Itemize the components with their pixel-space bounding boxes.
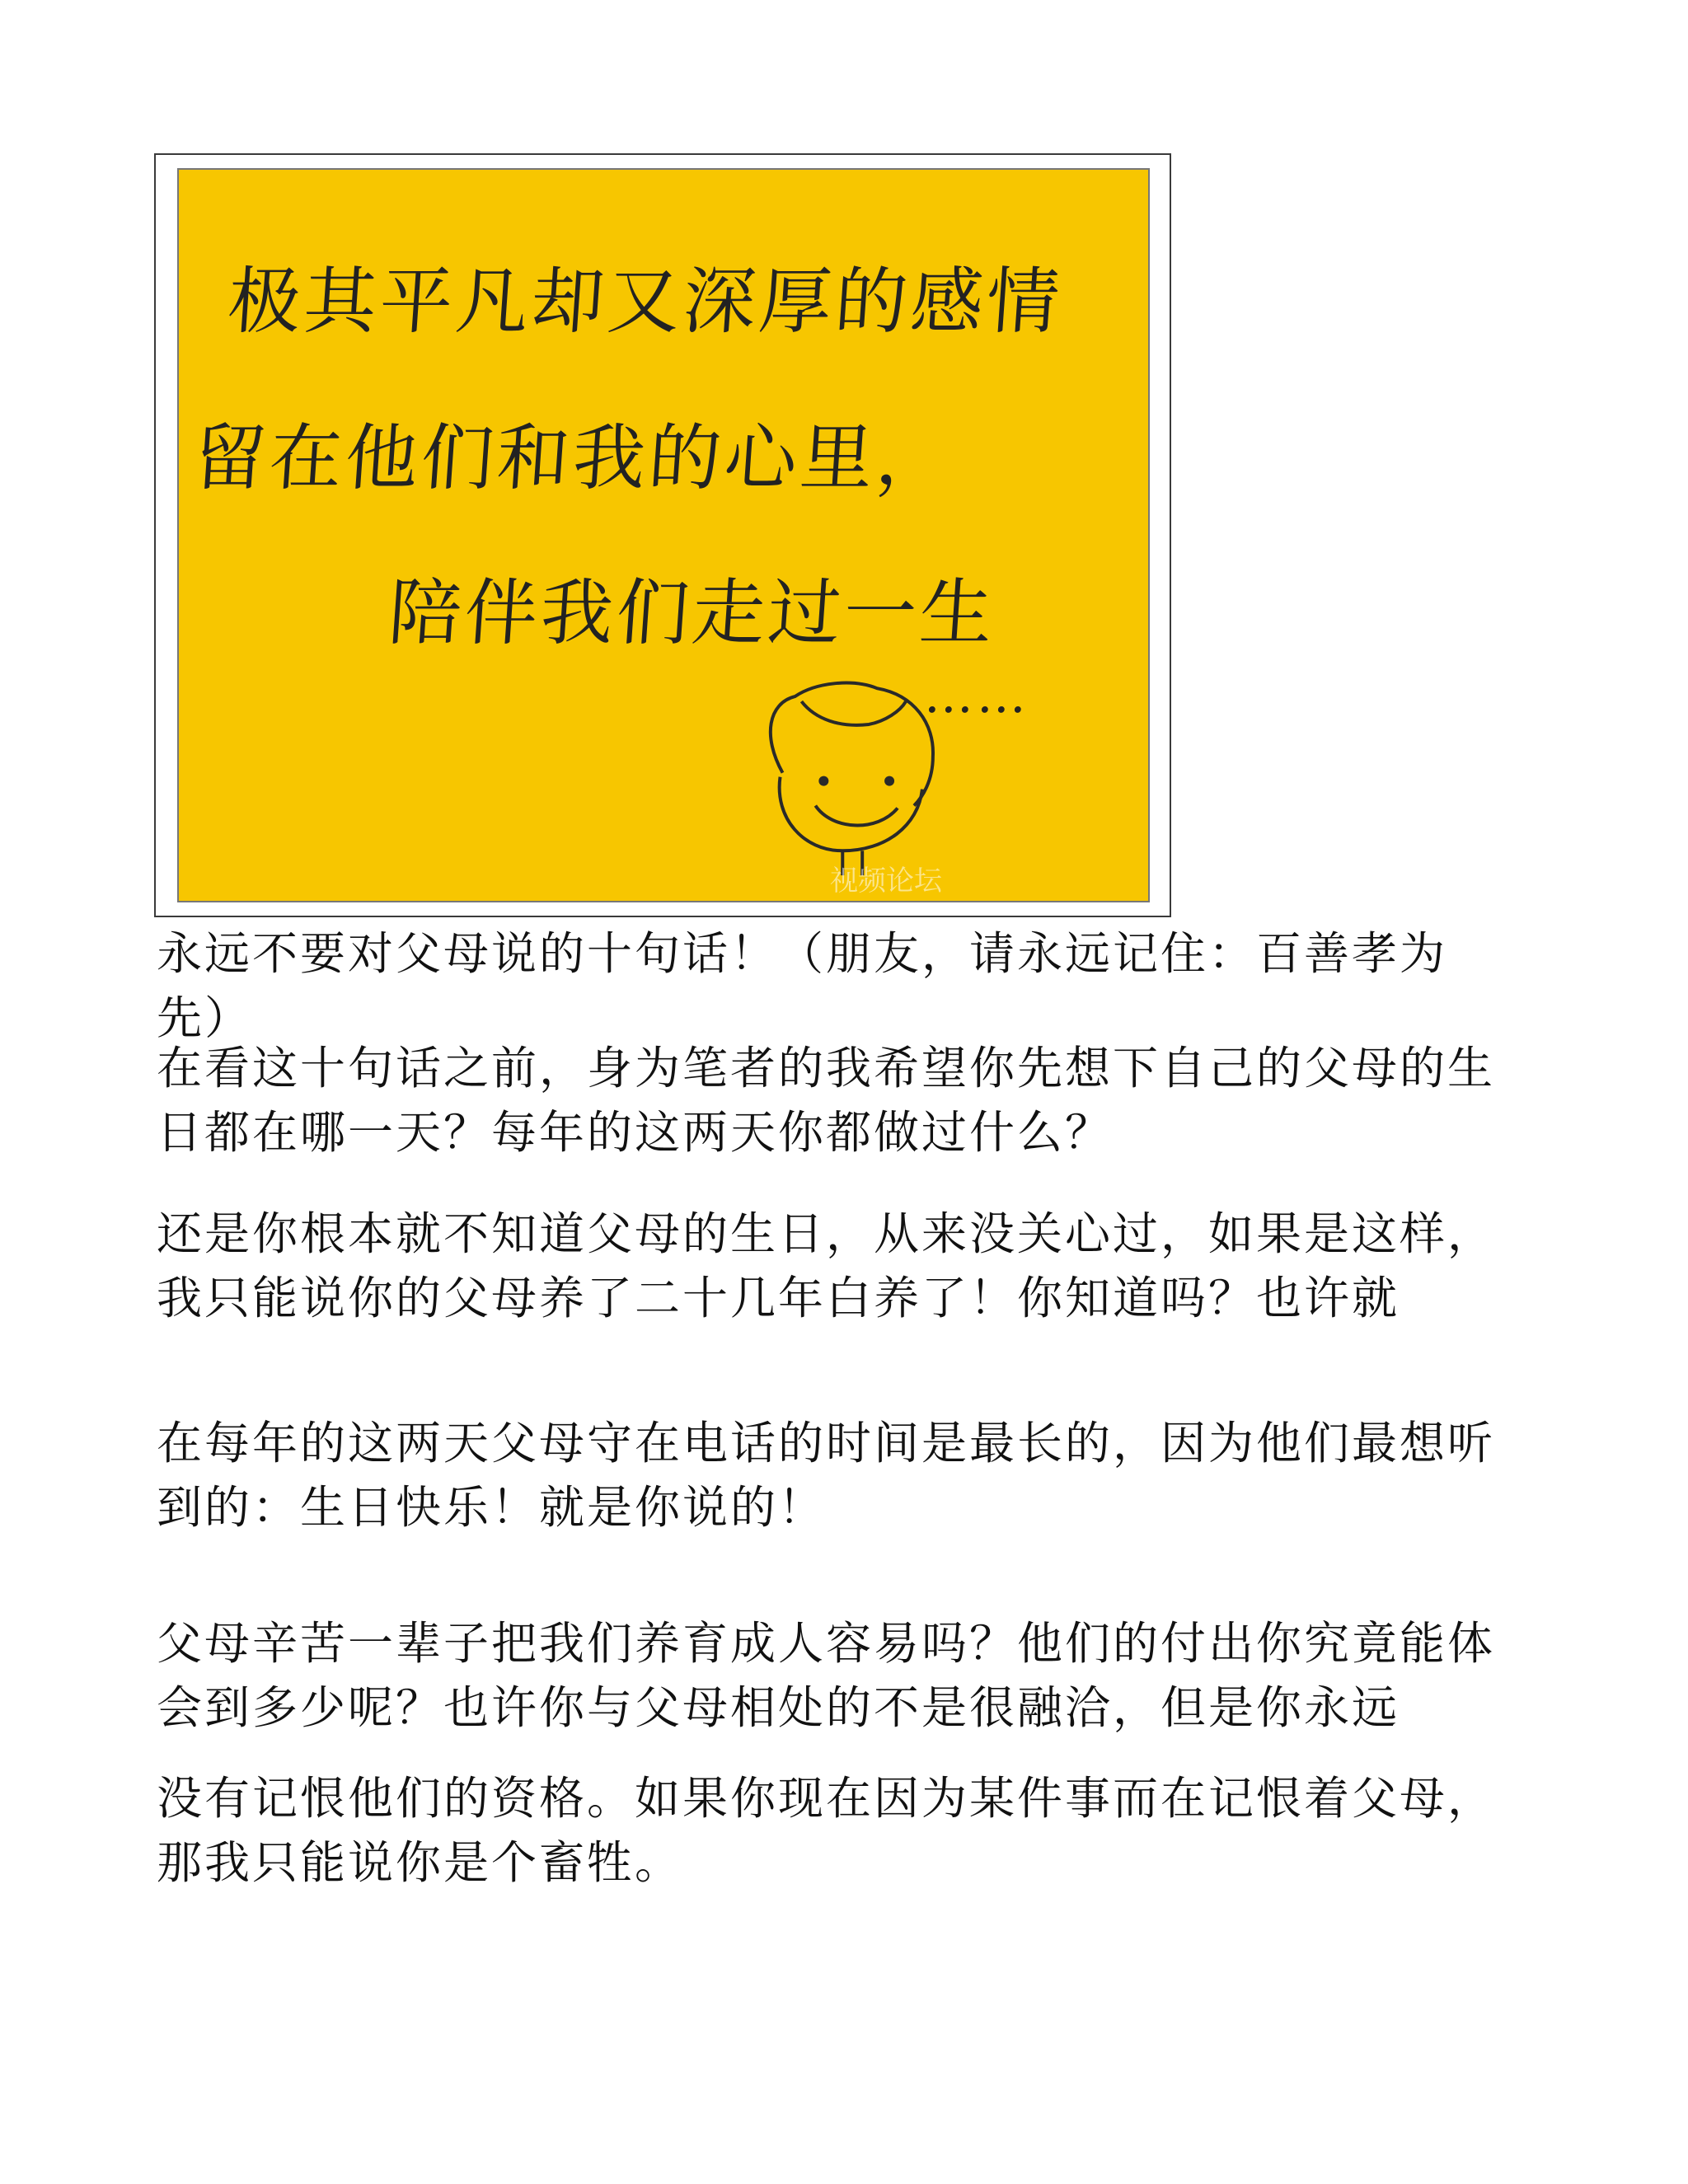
paragraph-conclusion: 没有记恨他们的资格。如果你现在因为某件事而在记恨着父母，那我只能说你是个畜牲。 xyxy=(157,1772,1496,1889)
handwriting-line-1: 极其平凡却又深厚的感情 xyxy=(225,259,1066,344)
handwriting-line-3: 陪伴我们走过一生 xyxy=(386,570,999,655)
paragraph-birthday: 还是你根本就不知道父母的生日，从来没关心过，如果是这样，我只能说你的父母养了二十几年白养了！你知道吗？也许就 xyxy=(157,1207,1496,1324)
watermark: 视频论坛 xyxy=(830,865,942,898)
photo-frame xyxy=(154,153,1171,917)
paragraph-parents-effort: 父母辛苦一辈子把我们养育成人容易吗？他们的付出你究竟能体会到多少呢？也许你与父母相处的不是很融洽，但是你永远 xyxy=(157,1617,1496,1734)
paragraph-intro: 在看这十句话之前，身为笔者的我希望你先想下自己的父母的生日都在哪一天？每年的这两天你都做过什么？ xyxy=(157,1042,1496,1159)
handwriting-ellipsis: …… xyxy=(922,667,1033,724)
paragraph-title: 永远不要对父母说的十句话！（朋友，请永远记住：百善孝为先） xyxy=(157,927,1448,1044)
handwriting-line-2: 留在他们和我的心里， xyxy=(190,415,955,500)
paragraph-phone: 在每年的这两天父母守在电话的时间是最长的，因为他们最想听到的：生日快乐！就是你说的！ xyxy=(157,1417,1496,1534)
yellow-card-image xyxy=(177,168,1150,902)
smiley-face-icon xyxy=(179,170,1148,901)
